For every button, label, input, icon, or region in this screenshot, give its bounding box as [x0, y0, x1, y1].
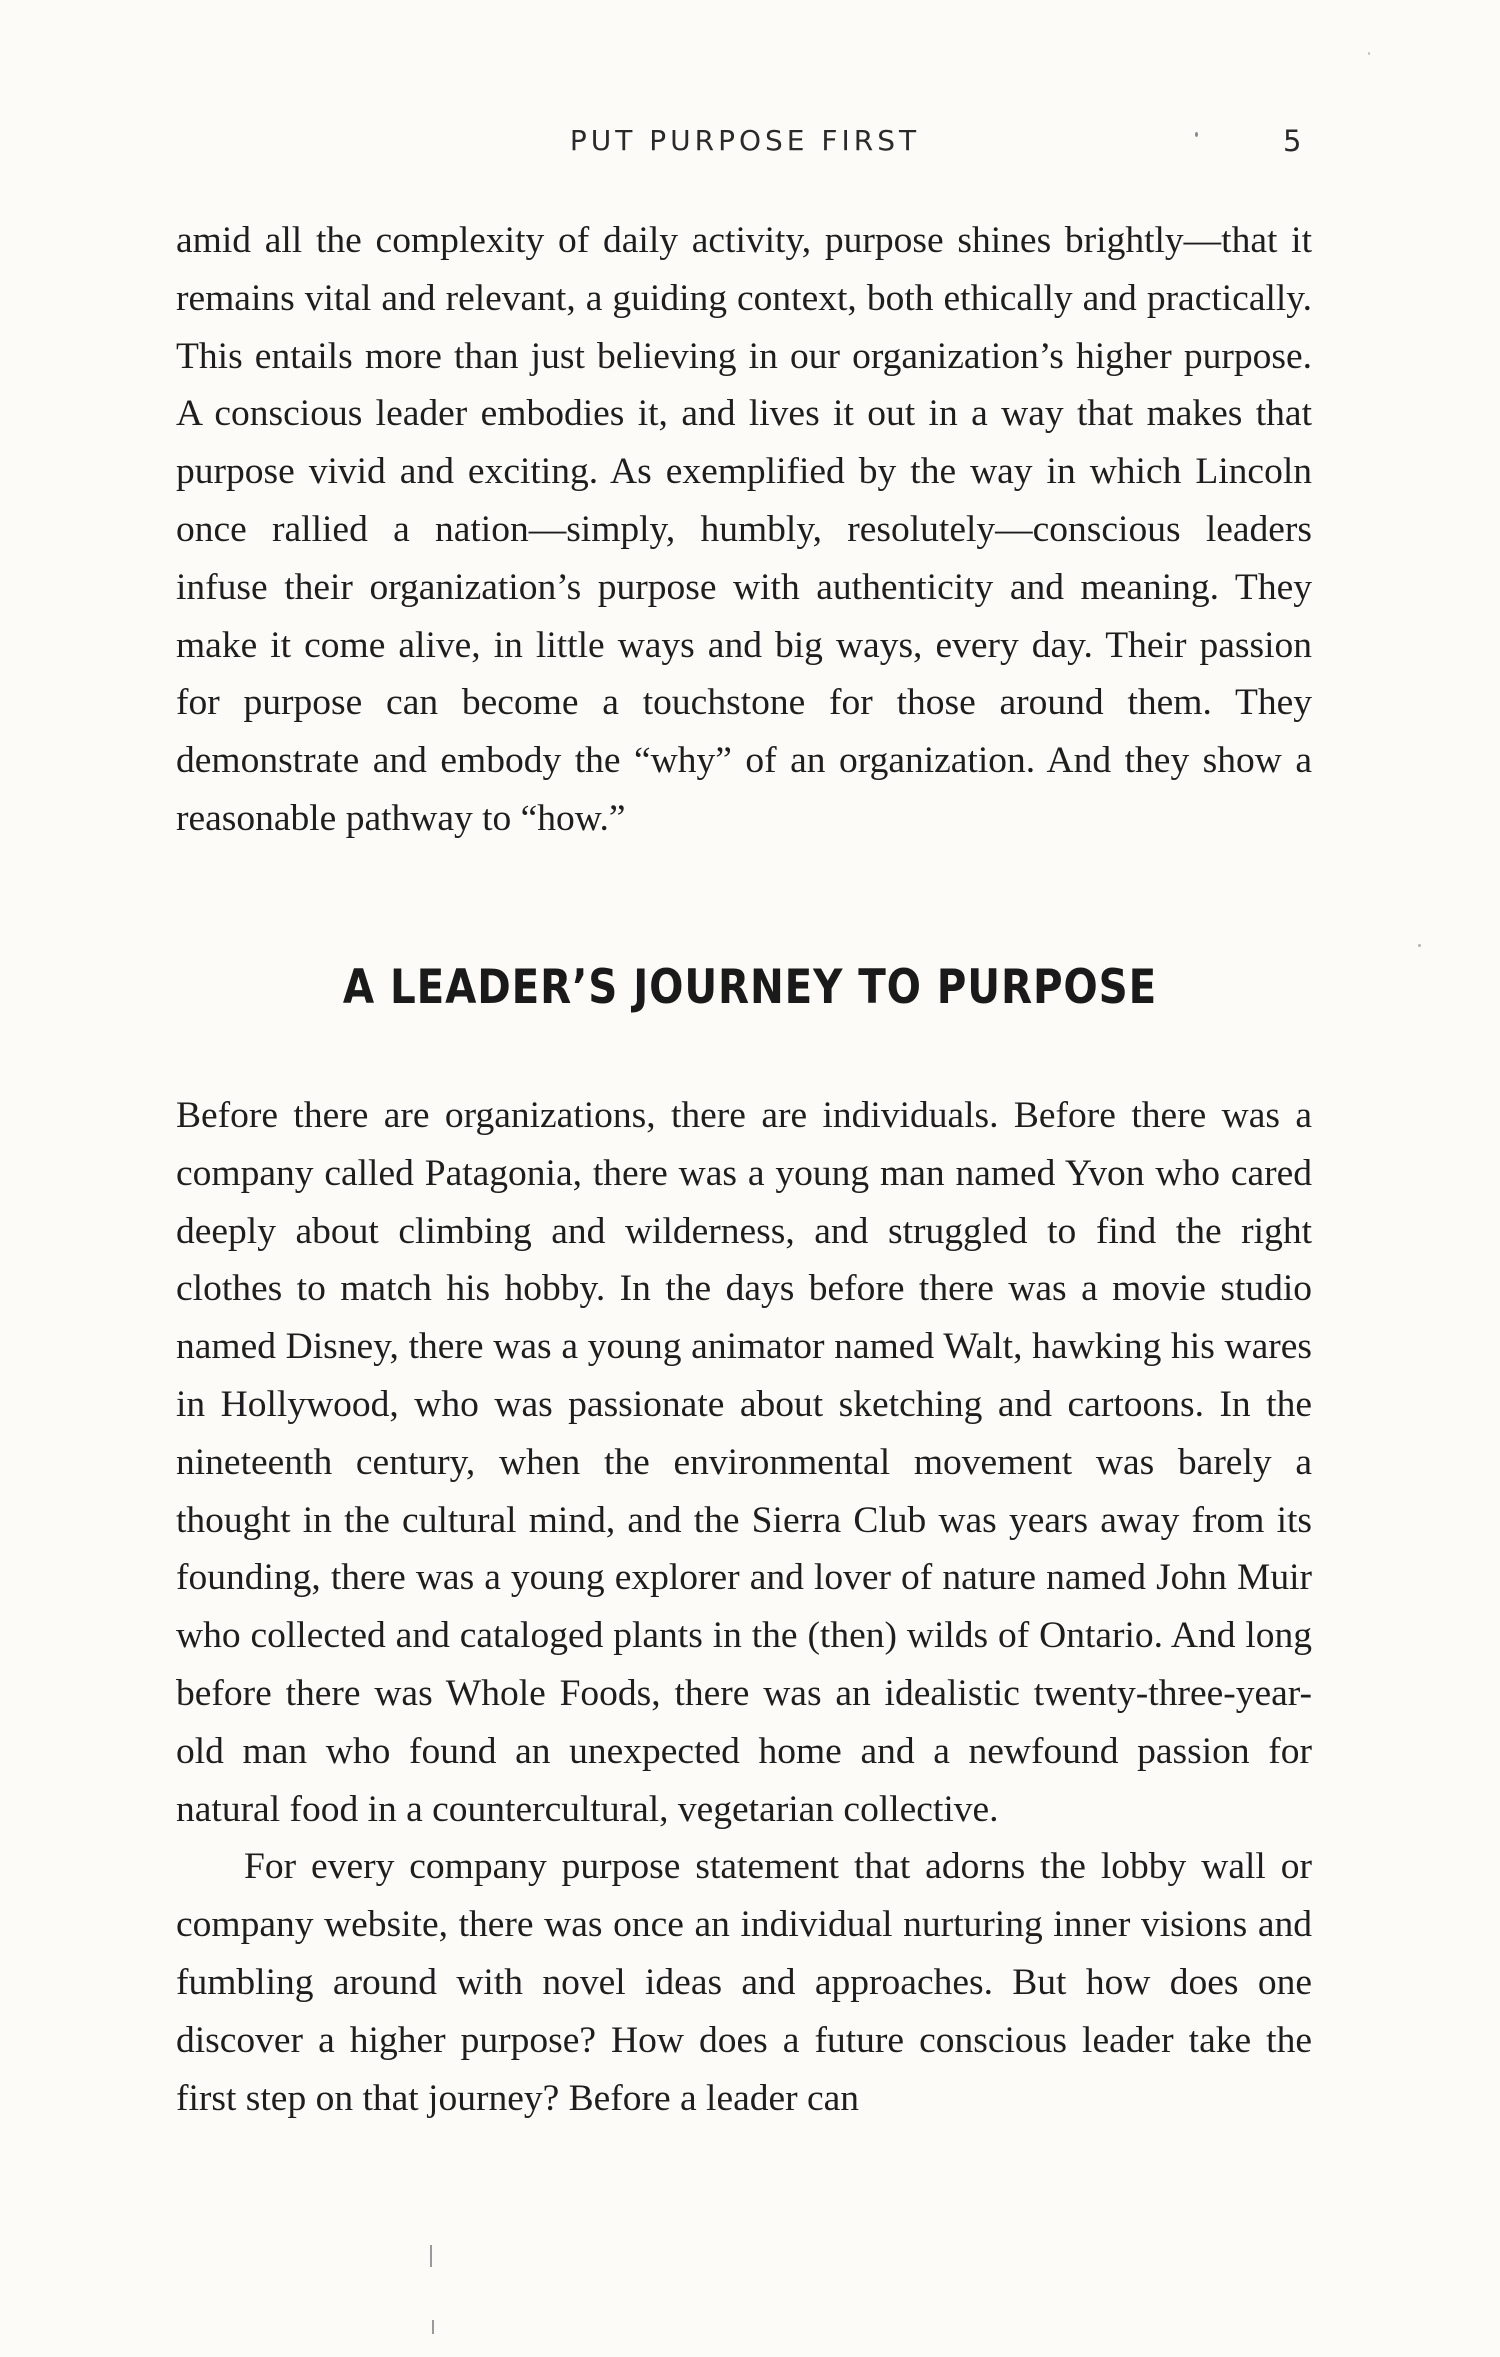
page-number: 5 [1283, 124, 1302, 158]
intro-paragraph: amid all the complexity of daily activity, purpose shines brightly—that it remains vital and relevant, a guiding context, both ethically and practically. This entails more than just believing in our organization’s higher purpose. A conscious leader embodies it, and lives it out in a way that makes that purpose vivid and exciting. As exemplified by the way in which Lincoln once rallied a nation—simply, humbly, resolutely—conscious leaders infuse their organization’s purpose with authenticity and meaning. They make it come alive, in little ways and big ways, every day. Their passion for purpose can become a touchstone for those around them. They demonstrate and embody the “why” of an organization. And they show a reasonable pathway to “how.” [176, 220, 1312, 839]
running-head [0, 124, 1500, 164]
print-speck [1368, 52, 1370, 55]
print-speck [1195, 132, 1198, 137]
print-speck [1418, 944, 1421, 947]
section-paragraph-2: For every company purpose statement that adorns the lobby wall or company website, there was once an individual nurturing inner visions and fumbling around with novel ideas and approaches. But how does one discover a higher purpose? How does a future conscious leader take the first step on that journey? Before a leader can [176, 1846, 1312, 2119]
section-paragraph-1: Before there are organizations, there are individuals. Before there was a company called Patagonia, there was a young man named Yvon who cared deeply about climbing and wilderness, and struggled to find the right clothes to match his hobby. In the days before there was a movie studio named Disney, there was a young animator named Walt, hawking his wares in Hollywood, who was passionate about sketching and cartoons. In the nineteenth century, when the environmental movement was barely a thought in the cultural mind, and the Sierra Club was years away from its founding, there was a young explorer and lover of nature named John Muir who collected and cataloged plants in the (then) wilds of Ontario. And long before there was Whole Foods, there was an idealistic twenty-three-year-old man who found an unexpected home and a newfound passion for natural food in a countercultural, vegetarian collective. [176, 1095, 1312, 1830]
running-head-title: PUT PURPOSE FIRST [569, 124, 921, 157]
section-body [176, 1087, 1312, 2127]
section-heading: A LEADER’S JOURNEY TO PURPOSE [342, 960, 1158, 1015]
intro-paragraph-block [176, 212, 1312, 848]
scan-mark [432, 2320, 434, 2334]
scan-mark [430, 2245, 432, 2267]
